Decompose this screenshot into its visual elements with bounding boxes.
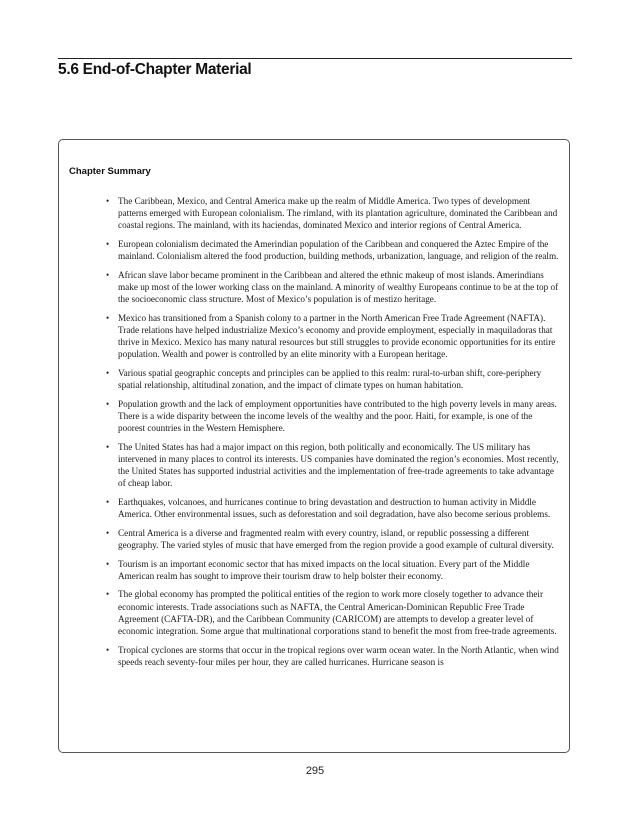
summary-bullet-list <box>106 195 561 674</box>
summary-bullet-12: • Tropical cyclones are storms that occur in the tropical regions over warm ocean water. In the North Atlantic, when wind speeds reach seventy-four miles per hour, they are called hurricanes. Hurricane season is <box>106 644 561 668</box>
summary-bullet-1: • The Caribbean, Mexico, and Central America make up the realm of Middle America. Two types of development patterns emerged with European colonialism. The rimland, with its plantation agriculture, dominated the Caribbean and coastal regions. The mainland, with its haciendas, dominated Mexico and interior regions of Central America. <box>106 195 561 232</box>
summary-bullet-4: • Mexico has transitioned from a Spanish colony to a partner in the North American Free Trade Agreement (NAFTA). Trade relations have helped industrialize Mexico’s economy and provide employment, especially in maquiladoras that thrive in Mexico. Mexico has many natural resources but still struggles to provide economic opportunities for its entire population. Wealth and power is controlled by an elite minority with a European heritage. <box>106 312 561 361</box>
summary-bullet-5: • Various spatial geographic concepts and principles can be applied to this realm: rural-to-urban shift, core-periphery spatial relationship, altitudinal zonation, and the impact of climate types on human habitation. <box>106 367 561 391</box>
page-number: 295 <box>305 765 325 777</box>
summary-bullet-11: • The global economy has prompted the political entities of the region to work more closely together to advance their economic interests. Trade associations such as NAFTA, the Central American-Dominican Republic Free Trade Agreement (CAFTA-DR), and the Caribbean Community (CARICOM) are attempts to develop a greater level of economic integration. Some argue that multinational corporations stand to benefit the most from free-trade agreements. <box>106 588 561 637</box>
chapter-summary-heading: Chapter Summary <box>69 166 151 177</box>
summary-bullet-2: • European colonialism decimated the Amerindian population of the Caribbean and conquered the Aztec Empire of the mainland. Colonialism altered the food production, building methods, urbanization, language, and religion of the realm. <box>106 238 561 262</box>
summary-bullet-6: • Population growth and the lack of employment opportunities have contributed to the high poverty levels in many areas. There is a wide disparity between the income levels of the wealthy and the poor. Haiti, for example, is one of the poorest countries in the Western Hemisphere. <box>106 398 561 435</box>
section-title: 5.6 End-of-Chapter Material <box>58 61 252 78</box>
chapter-summary-box <box>58 139 570 753</box>
header-rule <box>58 58 572 59</box>
summary-bullet-9: • Central America is a diverse and fragmented realm with every country, island, or republic possessing a different geography. The varied styles of music that have emerged from the region provide a good example of cultural diversity. <box>106 527 561 551</box>
summary-bullet-8: • Earthquakes, volcanoes, and hurricanes continue to bring devastation and destruction to human activity in Middle America. Other environmental issues, such as deforestation and soil degradation, have also become serious problems. <box>106 496 561 520</box>
summary-bullet-3: • African slave labor became prominent in the Caribbean and altered the ethnic makeup of most islands. Amerindians make up most of the lower working class on the mainland. A minority of wealthy Europeans continue to be at the top of the socioeconomic class structure. Most of Mexico’s population is of mestizo heritage. <box>106 269 561 306</box>
summary-bullet-10: • Tourism is an important economic sector that has mixed impacts on the local situation. Every part of the Middle American realm has sought to improve their tourism draw to help bolster their economy. <box>106 558 561 582</box>
summary-bullet-7: • The United States has had a major impact on this region, both politically and economically. The US military has intervened in many places to control its interests. US companies have dominated the region’s economies. Most recently, the United States has supported industrial activities and the implementation of free-trade agreements to take advantage of cheap labor. <box>106 441 561 490</box>
